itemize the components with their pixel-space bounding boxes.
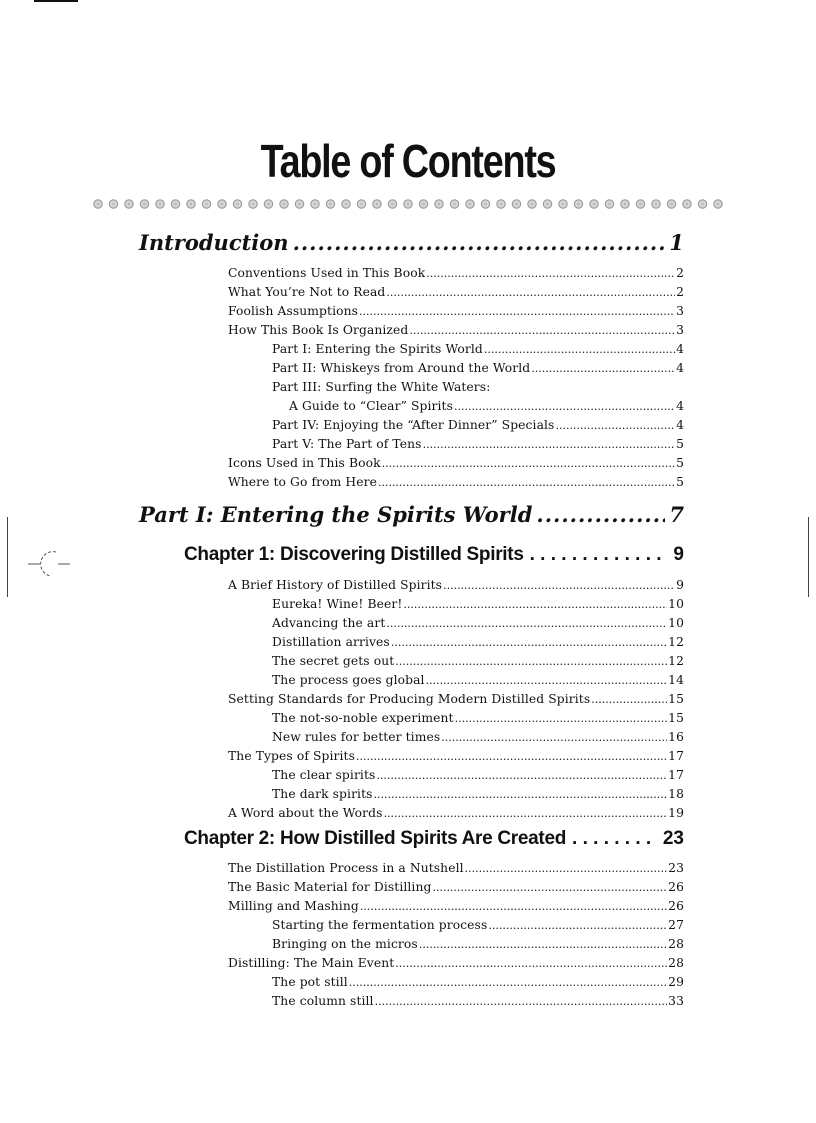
dot-leader (385, 283, 675, 302)
dot-leader (572, 825, 657, 853)
entry-label: Part II: Whiskeys from Around the World (272, 361, 531, 375)
page-number: 16 (668, 730, 684, 744)
entry-label: Foolish Assumptions (228, 304, 359, 318)
top-rule (34, 0, 78, 2)
toc-entry[interactable] (228, 321, 684, 340)
toc-subentry[interactable] (272, 992, 684, 1011)
toc-subentry[interactable] (272, 378, 684, 397)
page-number: 3 (676, 304, 684, 318)
entry-label: Distillation arrives (272, 635, 390, 649)
toc-subentry[interactable] (272, 614, 684, 633)
page-number: 26 (668, 880, 684, 894)
entry-label: The Types of Spirits (228, 749, 355, 763)
page-number: 10 (668, 616, 684, 630)
page-number: 7 (669, 502, 684, 527)
dot-leader (381, 454, 675, 473)
page-number: 3 (676, 323, 684, 337)
dot-leader (375, 766, 667, 785)
chapter-label: Chapter 2: How Distilled Spirits Are Created (184, 828, 567, 849)
page-number: 9 (676, 578, 684, 592)
toc-part-1[interactable] (139, 498, 684, 532)
page-number: 1 (669, 230, 684, 255)
decorative-dot-rule (92, 198, 724, 210)
dot-leader (385, 614, 667, 633)
page-number: 17 (668, 749, 684, 763)
toc-subentry[interactable] (272, 633, 684, 652)
entry-label: What You’re Not to Read (228, 285, 386, 299)
dot-leader (383, 804, 668, 823)
crop-mark-right (808, 517, 809, 597)
dot-leader (348, 973, 667, 992)
page-number: 4 (676, 418, 684, 432)
toc-entry[interactable] (228, 473, 684, 492)
page-number: 12 (668, 654, 684, 668)
dot-leader (440, 728, 667, 747)
dot-leader (390, 633, 667, 652)
entry-label: The not-so-noble experiment (272, 711, 454, 725)
toc-subentry[interactable] (272, 595, 684, 614)
dot-leader (487, 916, 667, 935)
chapter-label: Chapter 1: Discovering Distilled Spirits (184, 544, 524, 565)
registration-mark-icon (28, 546, 72, 578)
part-label: Part I: Entering the Spirits World (139, 502, 533, 527)
entry-label: A Guide to “Clear” Spirits (289, 399, 453, 413)
entry-label: The column still (272, 994, 374, 1008)
page-title: Table of Contents (260, 135, 556, 187)
toc-entry[interactable] (228, 283, 684, 302)
dot-leader (554, 416, 675, 435)
toc-subentry[interactable] (272, 785, 684, 804)
entry-label: Starting the fermentation process (272, 918, 488, 932)
dot-leader (454, 709, 668, 728)
dot-leader (422, 435, 675, 454)
page-number: 2 (676, 266, 684, 280)
toc-chapter-2[interactable] (184, 825, 684, 853)
entry-label: Milling and Mashing (228, 899, 359, 913)
toc-entry[interactable] (228, 264, 684, 283)
entry-label: The clear spirits (272, 768, 376, 782)
page-number: 27 (668, 918, 684, 932)
page-number: 19 (668, 806, 684, 820)
toc-entry[interactable] (228, 897, 684, 916)
page-number: 23 (668, 861, 684, 875)
entry-label: Part V: The Part of Tens (272, 437, 422, 451)
dot-leader (374, 992, 668, 1011)
page-number: 5 (676, 456, 684, 470)
toc-subentry[interactable] (272, 671, 684, 690)
page-number: 5 (676, 437, 684, 451)
toc-subentry[interactable] (272, 340, 684, 359)
entry-label: Bringing on the micros (272, 937, 418, 951)
entry-label: Setting Standards for Producing Modern Distilled Spirits (228, 692, 591, 706)
toc-entry[interactable] (228, 747, 684, 766)
entry-label: Conventions Used in This Book (228, 266, 426, 280)
toc-subentry[interactable] (272, 652, 684, 671)
entry-label: The process goes global (272, 673, 425, 687)
toc-subentry[interactable] (272, 728, 684, 747)
dot-leader (394, 954, 667, 973)
entry-label: The Basic Material for Distilling (228, 880, 432, 894)
toc-subentry[interactable] (272, 359, 684, 378)
entry-label: Icons Used in This Book (228, 456, 381, 470)
page-number: 33 (668, 994, 684, 1008)
page-number: 18 (668, 787, 684, 801)
dot-leader (453, 397, 675, 416)
entry-label: How This Book Is Organized (228, 323, 409, 337)
entry-label: Part I: Entering the Spirits World (272, 342, 483, 356)
dot-leader (425, 264, 675, 283)
entry-label: The Distillation Process in a Nutshell (228, 861, 464, 875)
page-number: 28 (668, 956, 684, 970)
dot-leader (373, 785, 668, 804)
dot-leader (394, 652, 667, 671)
dot-leader (483, 340, 675, 359)
dot-leader (359, 897, 667, 916)
entry-label: Part III: Surfing the White Waters: (272, 380, 491, 394)
toc-subentry[interactable] (272, 973, 684, 992)
toc-subentry[interactable] (272, 416, 684, 435)
page-number: 26 (668, 899, 684, 913)
page-number: 4 (676, 342, 684, 356)
page-number: 15 (668, 692, 684, 706)
toc-entry[interactable] (228, 804, 684, 823)
toc-entry[interactable] (228, 690, 684, 709)
entry-label: The secret gets out (272, 654, 395, 668)
toc-subentry[interactable] (272, 709, 684, 728)
entry-label: A Brief History of Distilled Spirits (228, 578, 443, 592)
dot-leader (293, 226, 666, 260)
entry-label: Part IV: Enjoying the “After Dinner” Specials (272, 418, 555, 432)
toc-chapter-1[interactable] (184, 541, 684, 569)
page-number: 28 (668, 937, 684, 951)
dot-leader (464, 859, 668, 878)
dot-leader (425, 671, 668, 690)
part-label: Introduction (139, 230, 289, 255)
page-number: 4 (676, 399, 684, 413)
toc-part-introduction[interactable] (139, 226, 684, 260)
toc-entry[interactable] (228, 954, 684, 973)
toc-subentry[interactable] (272, 435, 684, 454)
page-number: 15 (668, 711, 684, 725)
entry-label: New rules for better times (272, 730, 441, 744)
page-number: 12 (668, 635, 684, 649)
page-number: 23 (662, 828, 684, 849)
dot-leader (418, 935, 667, 954)
dot-leader (431, 878, 667, 897)
dot-leader (358, 302, 675, 321)
toc-subentry[interactable] (272, 766, 684, 785)
dot-leader (408, 321, 675, 340)
crop-mark-left (7, 517, 8, 597)
page-number: 10 (668, 597, 684, 611)
dot-leader (402, 595, 667, 614)
dot-leader (536, 498, 665, 532)
dot-leader (355, 747, 667, 766)
page-number: 17 (668, 768, 684, 782)
toc-subentry-continued[interactable] (289, 397, 684, 416)
entry-label: Advancing the art (272, 616, 386, 630)
toc-entry[interactable] (228, 454, 684, 473)
entry-label: Distilling: The Main Event (228, 956, 395, 970)
dot-leader (590, 690, 667, 709)
page-number: 5 (676, 475, 684, 489)
dot-leader (530, 541, 668, 569)
dot-leader (442, 576, 675, 595)
toc-entry[interactable] (228, 576, 684, 595)
toc-entry[interactable] (228, 878, 684, 897)
page-number: 14 (668, 673, 684, 687)
toc-subentry[interactable] (272, 916, 684, 935)
toc-subentry[interactable] (272, 935, 684, 954)
entry-label: The dark spirits (272, 787, 373, 801)
entry-label: Eureka! Wine! Beer! (272, 597, 403, 611)
dot-leader (377, 473, 675, 492)
page-number: 29 (668, 975, 684, 989)
entry-label: A Word about the Words (228, 806, 383, 820)
entry-label: The pot still (272, 975, 348, 989)
page-number: 4 (676, 361, 684, 375)
page-number: 2 (676, 285, 684, 299)
page-number: 9 (673, 544, 684, 565)
toc-entry[interactable] (228, 302, 684, 321)
dot-leader (530, 359, 675, 378)
toc-entry[interactable] (228, 859, 684, 878)
entry-label: Where to Go from Here (228, 475, 377, 489)
